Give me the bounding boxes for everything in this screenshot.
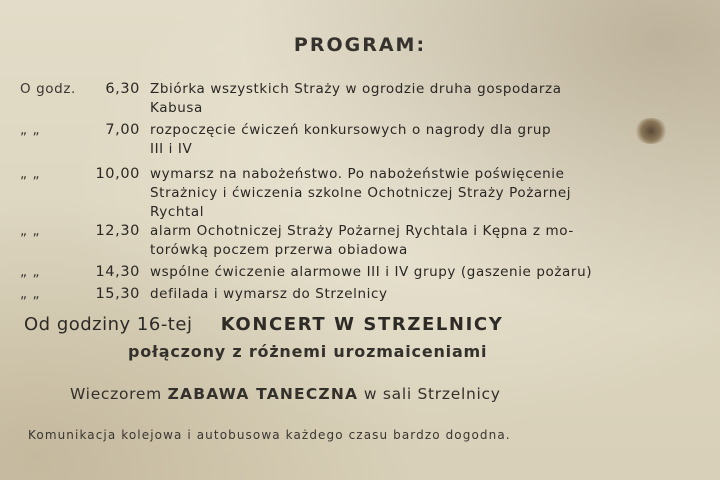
schedule-text <box>150 165 670 222</box>
evening-intro: Wieczorem <box>70 385 162 403</box>
schedule-time: 10,00 <box>95 166 140 182</box>
evening-outro: w sali Strzelnicy <box>363 385 501 403</box>
schedule-prefix: „ „ <box>20 122 41 138</box>
schedule-time: 14,30 <box>95 264 140 280</box>
schedule-line: torówką poczem przerwa obiadowa <box>150 242 408 258</box>
schedule-line: III i IV <box>150 141 193 157</box>
schedule-prefix: „ „ <box>20 286 41 302</box>
schedule-prefix: „ „ <box>20 264 41 280</box>
schedule-text <box>150 285 670 304</box>
concert-subtitle: połączony z różnemi urozmaiceniami <box>128 342 488 361</box>
concert-announcement <box>24 314 684 335</box>
program-heading: PROGRAM: <box>293 34 427 56</box>
concert-title: KONCERT W STRZELNICY <box>220 314 504 335</box>
schedule-time: 12,30 <box>95 223 140 239</box>
evening-title: ZABAWA TANECZNA <box>167 385 359 403</box>
schedule-line: defilada i wymarsz do Strzelnicy <box>150 286 388 302</box>
schedule-line: rozpoczęcie ćwiczeń konkursowych o nagrody dla grup <box>150 122 552 138</box>
schedule-line: Zbiórka wszystkich Straży w ogrodzie druha gospodarza <box>150 81 562 97</box>
schedule-line: Kabusa <box>150 100 203 116</box>
schedule-time: 15,30 <box>95 286 140 302</box>
concert-intro: Od godziny 16-tej <box>24 314 193 335</box>
schedule-time: 6,30 <box>105 81 140 97</box>
schedule-text <box>150 121 670 159</box>
schedule-prefix: „ „ <box>20 166 41 182</box>
schedule-text <box>150 263 670 282</box>
schedule-prefix: O godz. <box>20 81 76 97</box>
schedule-line: Rychtal <box>150 204 205 220</box>
schedule-line: wymarsz na nabożeństwo. Po nabożeństwie poświęcenie <box>150 166 565 182</box>
schedule-line: alarm Ochotniczej Straży Pożarnej Rychtala i Kępna z mo- <box>150 223 574 239</box>
schedule-text <box>150 80 670 118</box>
schedule-text <box>150 222 670 260</box>
evening-announcement <box>70 385 501 403</box>
schedule-line: wspólne ćwiczenie alarmowe III i IV grupy (gaszenie pożaru) <box>150 264 593 280</box>
schedule-time: 7,00 <box>105 122 140 138</box>
schedule-line: Strażnicy i ćwiczenia szkolne Ochotniczej Straży Pożarnej <box>150 185 572 201</box>
transport-note: Komunikacja kolejowa i autobusowa każdego czasu bardzo dogodna. <box>28 428 511 442</box>
schedule-prefix: „ „ <box>20 223 41 239</box>
